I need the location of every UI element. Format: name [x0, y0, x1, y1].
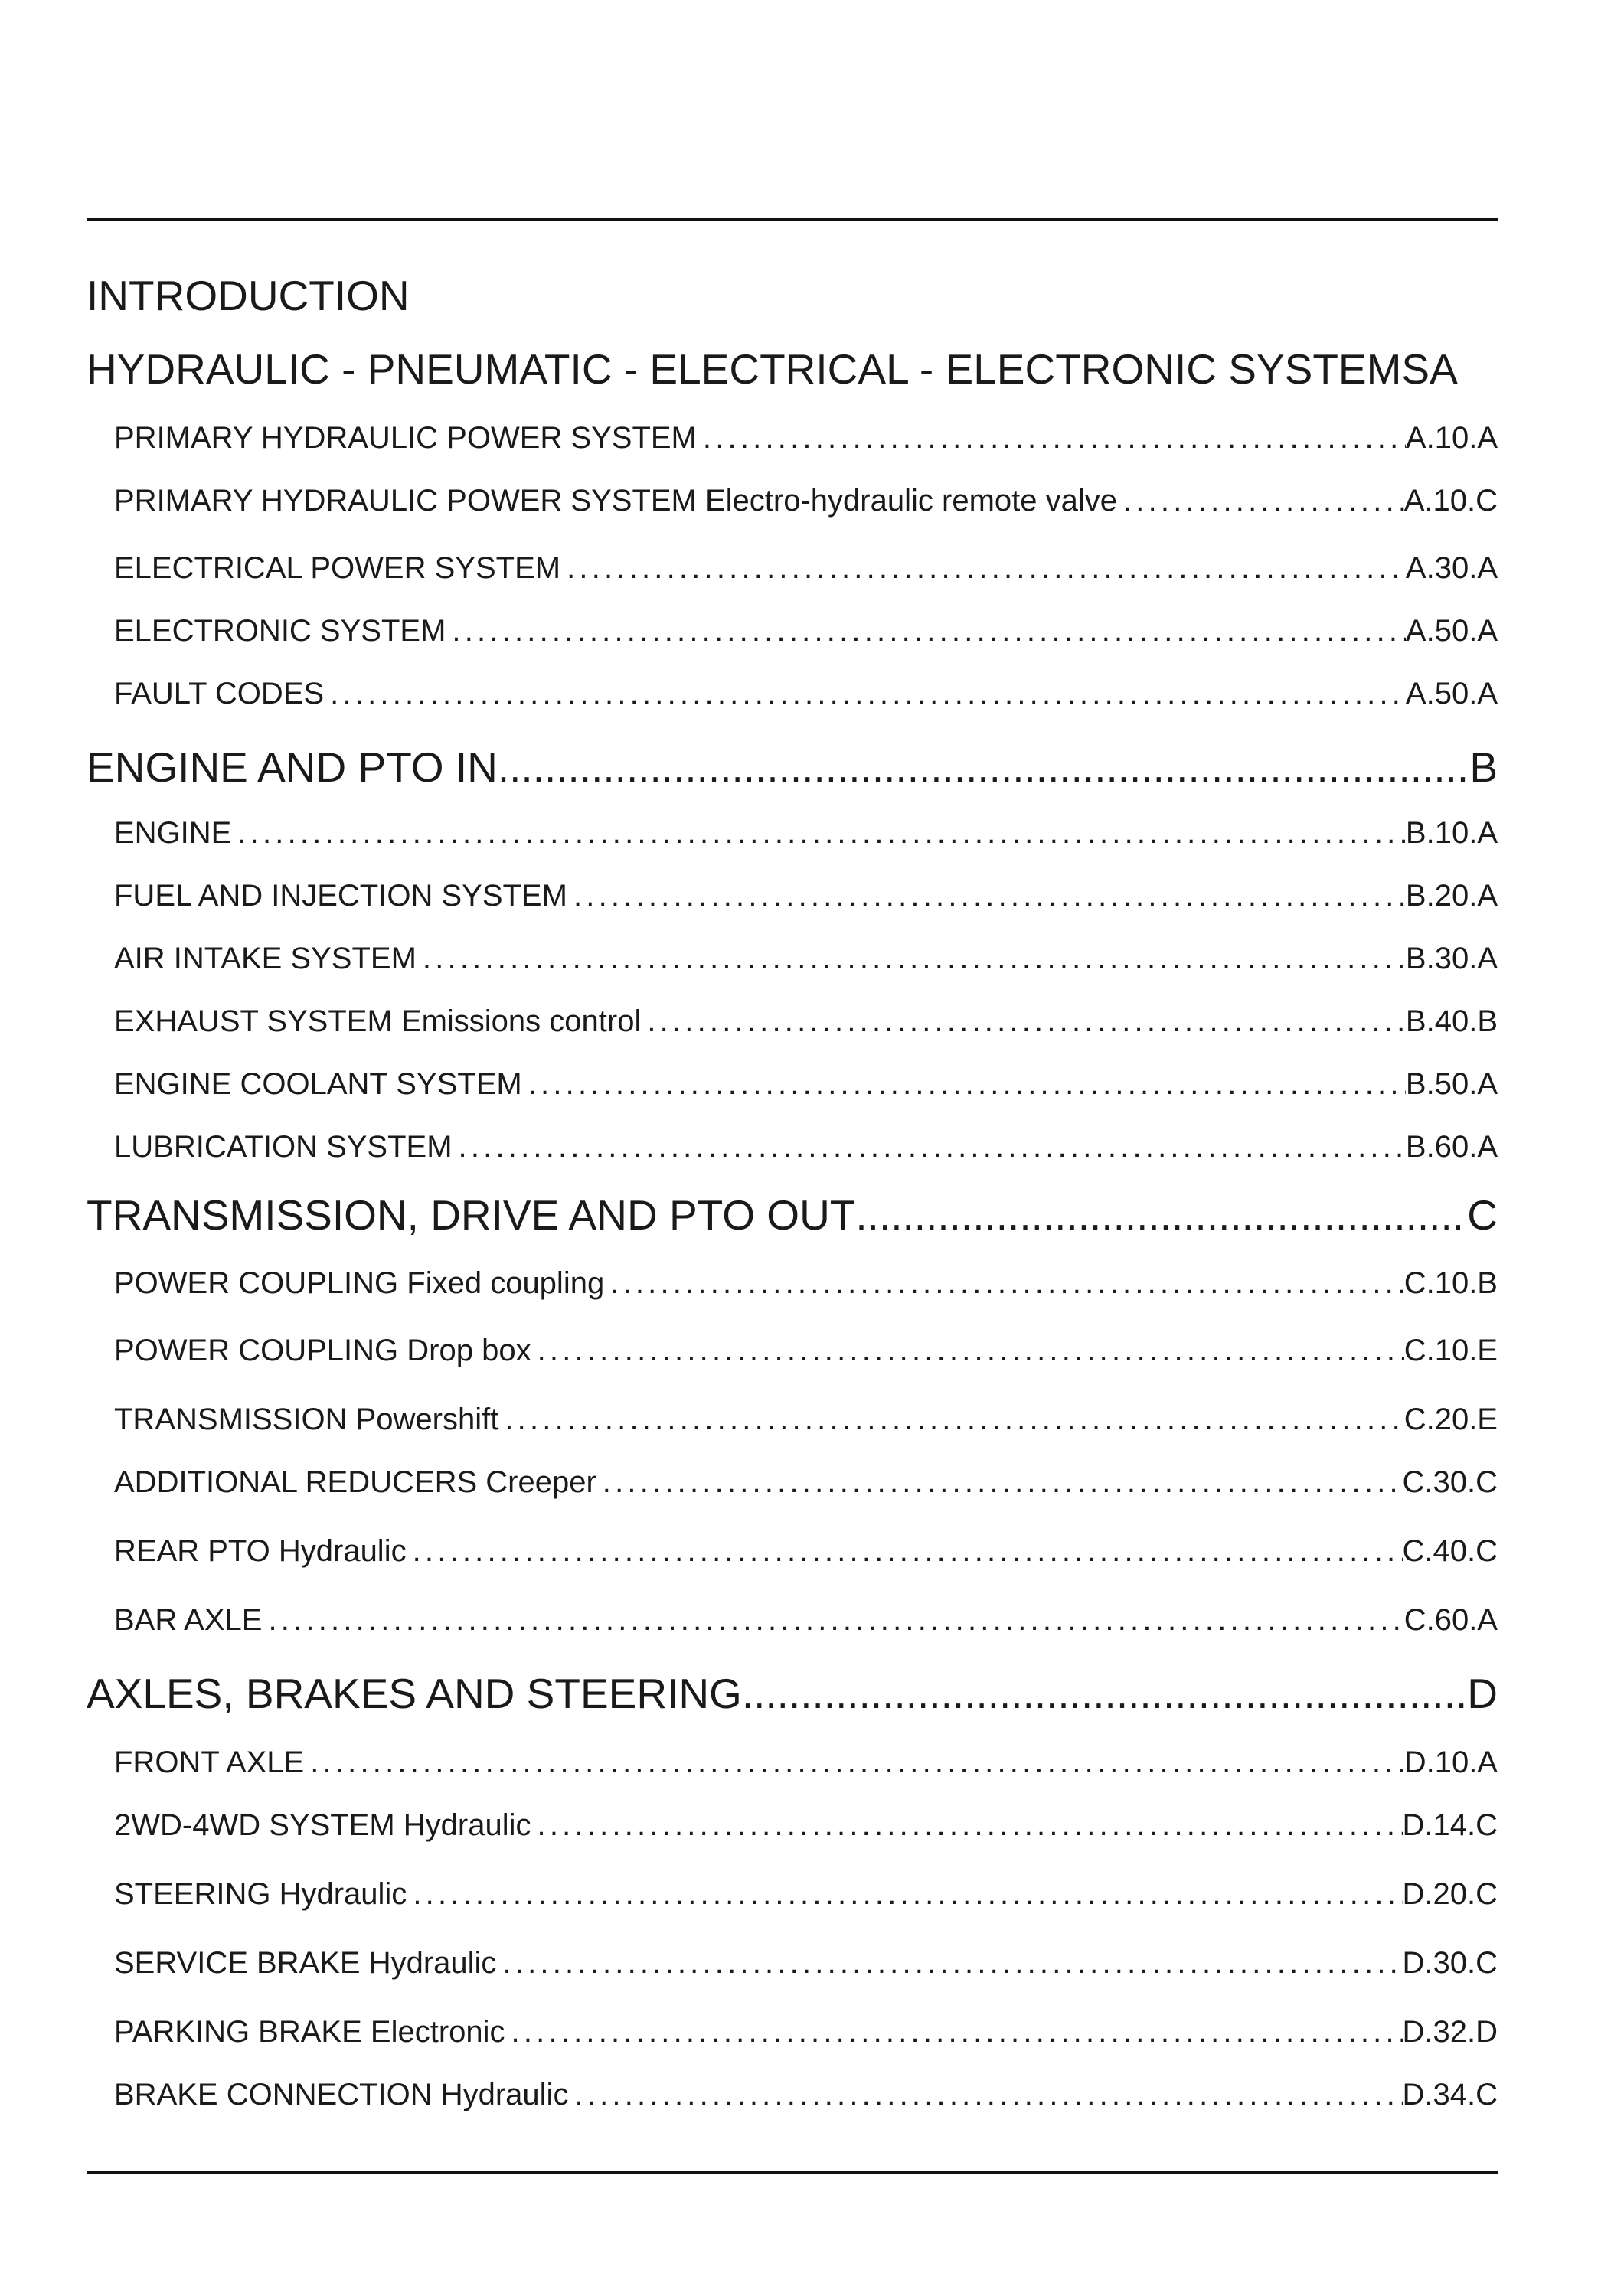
toc-entry[interactable] [114, 1066, 1498, 1102]
toc-entry-label: LUBRICATION SYSTEM [114, 1130, 453, 1164]
toc-entry-code: D.32.D [1402, 2015, 1498, 2049]
toc-entry[interactable] [114, 1945, 1498, 1981]
section-heading-transmission[interactable] [87, 1190, 1498, 1239]
bottom-rule [87, 2171, 1498, 2174]
toc-entry-label: POWER COUPLING Drop box [114, 1334, 531, 1367]
toc-entry-label: EXHAUST SYSTEM Emissions control [114, 1004, 642, 1038]
toc-entry-code: D.20.C [1402, 1877, 1498, 1911]
section-heading-engine[interactable] [87, 743, 1498, 792]
dot-leader [498, 743, 1469, 792]
toc-entry-code: A.50.A [1405, 677, 1498, 710]
dot-leader [453, 1128, 1406, 1165]
dot-leader [262, 1602, 1403, 1638]
toc-entry[interactable] [114, 877, 1498, 914]
dot-leader [531, 1332, 1404, 1369]
toc-entry[interactable] [114, 550, 1498, 586]
dot-leader [568, 2076, 1402, 2113]
section-code: B [1469, 743, 1498, 791]
toc-entry-code: D.30.C [1402, 1946, 1498, 1980]
toc-entry[interactable] [114, 1128, 1498, 1165]
section-heading-introduction[interactable] [87, 271, 1498, 320]
dot-leader [446, 612, 1406, 649]
section-title: INTRODUCTION [87, 272, 410, 319]
toc-entry-code: C.10.B [1403, 1266, 1498, 1300]
toc-entry[interactable] [114, 2076, 1498, 2113]
dot-leader [855, 1190, 1467, 1239]
toc-entry-code: C.20.E [1403, 1403, 1498, 1436]
dot-leader [596, 1464, 1403, 1501]
toc-entry-code: B.30.A [1405, 942, 1498, 975]
toc-entry-label: FAULT CODES [114, 677, 325, 710]
toc-entry[interactable] [114, 815, 1498, 851]
toc-entry[interactable] [114, 1744, 1498, 1781]
toc-entry-code: D.14.C [1402, 1808, 1498, 1842]
dot-leader [697, 420, 1406, 456]
section-heading-systems[interactable] [87, 345, 1498, 394]
section-title: TRANSMISSION, DRIVE AND PTO OUT [87, 1191, 856, 1239]
section-code: C [1467, 1191, 1498, 1239]
dot-leader [742, 1669, 1467, 1718]
toc-entry[interactable] [114, 1807, 1498, 1844]
dot-leader [604, 1265, 1404, 1302]
toc-entry-code: B.20.A [1405, 879, 1498, 913]
dot-leader [522, 1066, 1406, 1102]
dot-leader [496, 1945, 1402, 1981]
section-code: D [1467, 1670, 1498, 1717]
toc-entry-code: A.50.A [1405, 614, 1498, 648]
dot-leader [324, 675, 1406, 712]
toc-entry-code: D.34.C [1402, 2078, 1498, 2111]
toc-entry-label: BRAKE CONNECTION Hydraulic [114, 2078, 569, 2111]
toc-entry-label: TRANSMISSION Powershift [114, 1403, 499, 1436]
dot-leader [641, 1003, 1406, 1040]
toc-entry-label: REAR PTO Hydraulic [114, 1534, 407, 1568]
toc-entry-label: ELECTRONIC SYSTEM [114, 614, 446, 648]
toc-entry[interactable] [114, 1533, 1498, 1569]
toc-entry-label: POWER COUPLING Fixed coupling [114, 1266, 605, 1300]
toc-entry-label: 2WD-4WD SYSTEM Hydraulic [114, 1808, 531, 1842]
toc-entry-label: BAR AXLE [114, 1603, 263, 1637]
toc-entry[interactable] [114, 1401, 1498, 1438]
toc-entry-code: C.10.E [1403, 1334, 1498, 1367]
toc-entry[interactable] [114, 1876, 1498, 1912]
toc-entry[interactable] [114, 675, 1498, 712]
toc-entry[interactable] [114, 612, 1498, 649]
dot-leader [531, 1807, 1403, 1844]
toc-entry-label: ELECTRICAL POWER SYSTEM [114, 551, 561, 585]
dot-leader [505, 2013, 1403, 2050]
toc-entry-code: C.40.C [1402, 1534, 1498, 1568]
toc-entry-label: STEERING Hydraulic [114, 1877, 407, 1911]
toc-entry-code: C.30.C [1402, 1465, 1498, 1499]
toc-entry-label: FUEL AND INJECTION SYSTEM [114, 879, 567, 913]
toc-entry[interactable] [114, 1003, 1498, 1040]
dot-leader [407, 1876, 1402, 1912]
toc-entry[interactable] [114, 940, 1498, 977]
toc-entry-label: PRIMARY HYDRAULIC POWER SYSTEM Electro-hydraulic remote valve [114, 484, 1117, 518]
section-title: AXLES, BRAKES AND STEERING [87, 1670, 742, 1717]
section-heading-axles[interactable] [87, 1669, 1498, 1718]
toc-entry-code: C.60.A [1403, 1603, 1498, 1637]
dot-leader [407, 1533, 1403, 1569]
toc-entry-code: D.10.A [1403, 1746, 1498, 1779]
toc-entry[interactable] [114, 1265, 1498, 1302]
toc-entry-label: FRONT AXLE [114, 1746, 305, 1779]
dot-leader [417, 940, 1406, 977]
toc-entry-label: ENGINE [114, 816, 232, 850]
toc-entry[interactable] [114, 1332, 1498, 1369]
toc-entry-label: ADDITIONAL REDUCERS Creeper [114, 1465, 596, 1499]
toc-entry-label: PARKING BRAKE Electronic [114, 2015, 505, 2049]
toc-entry-code: A.30.A [1405, 551, 1498, 585]
toc-entry-label: AIR INTAKE SYSTEM [114, 942, 417, 975]
toc-entry-code: B.10.A [1405, 816, 1498, 850]
dot-leader [304, 1744, 1403, 1781]
toc-entry-code: B.50.A [1405, 1067, 1498, 1101]
toc-entry-label: PRIMARY HYDRAULIC POWER SYSTEM [114, 421, 697, 455]
toc-entry[interactable] [114, 482, 1498, 519]
toc-entry-label: SERVICE BRAKE Hydraulic [114, 1946, 497, 1980]
dot-leader [1117, 482, 1404, 519]
section-title: ENGINE AND PTO IN [87, 743, 498, 791]
toc-entry-code: B.40.B [1405, 1004, 1498, 1038]
toc-entry[interactable] [114, 420, 1498, 456]
dot-leader [560, 550, 1406, 586]
dot-leader [231, 815, 1406, 851]
top-rule [87, 218, 1498, 221]
toc-entry[interactable] [114, 1464, 1498, 1501]
toc-entry-label: ENGINE COOLANT SYSTEM [114, 1067, 522, 1101]
section-title: HYDRAULIC - PNEUMATIC - ELECTRICAL - ELECTRONIC SYSTEMSA [87, 345, 1458, 393]
dot-leader [567, 877, 1406, 914]
toc-entry-code: A.10.C [1403, 484, 1498, 518]
toc-entry[interactable] [114, 2013, 1498, 2050]
toc-entry[interactable] [114, 1602, 1498, 1638]
toc-entry-code: B.60.A [1405, 1130, 1498, 1164]
dot-leader [498, 1401, 1403, 1438]
toc-entry-code: A.10.A [1405, 421, 1498, 455]
